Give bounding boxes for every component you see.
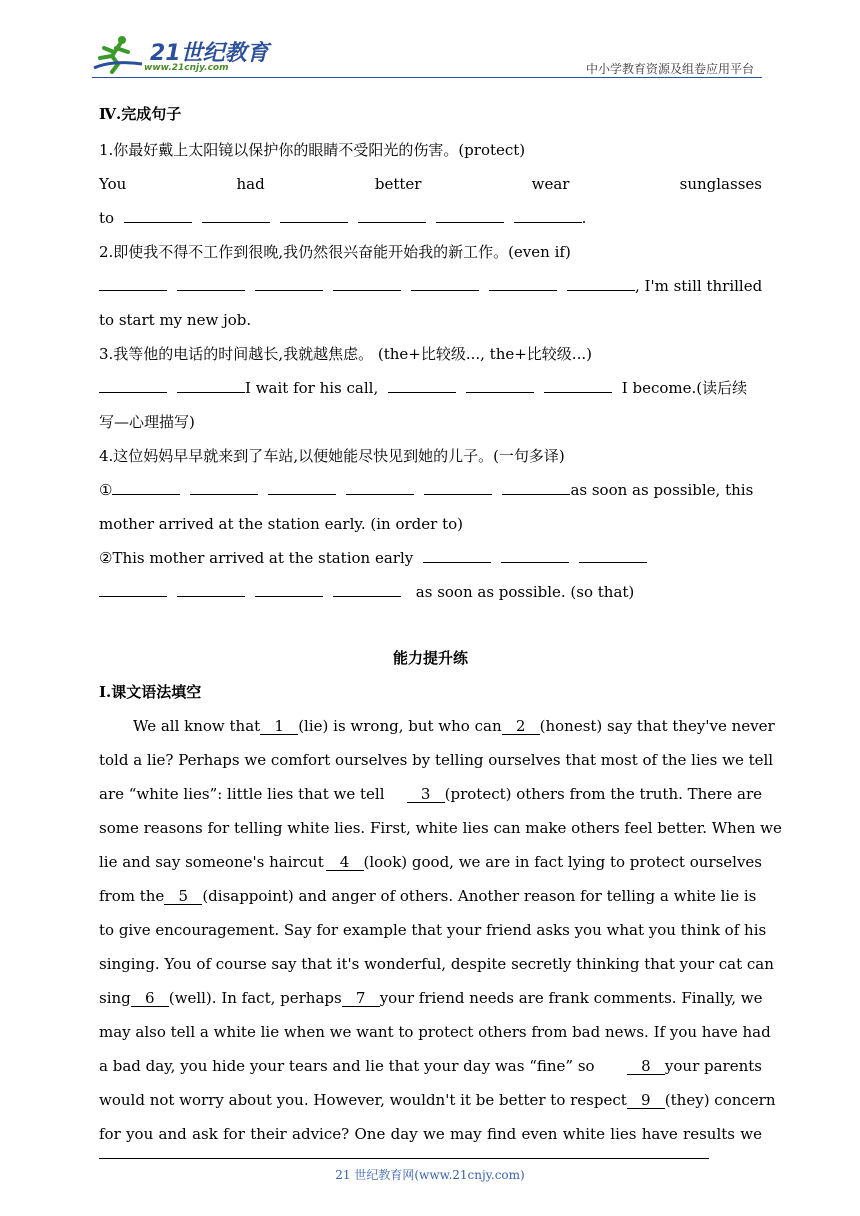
word: sunglasses — [679, 175, 762, 193]
period: . — [581, 209, 587, 227]
circled-number: ① — [99, 481, 113, 499]
answer-blank[interactable] — [358, 208, 426, 223]
question-1-answer-line — [99, 208, 762, 228]
word: wear — [531, 175, 570, 193]
answer-blank[interactable] — [544, 378, 612, 393]
answer-blank[interactable] — [333, 276, 401, 291]
answer-blank[interactable] — [124, 208, 192, 223]
question-4a-line-2: mother arrived at the station early. (in order to) — [99, 515, 463, 533]
passage-line-5: lie and say someone's haircut 4 (look) good, we are in fact lying to protect ourselves — [99, 853, 762, 871]
footer-divider — [99, 1158, 709, 1159]
ability-title: 能力提升练 — [392, 649, 468, 667]
question-2-prompt: 2.即使我不得不工作到很晚,我仍然很兴奋能开始我的新工作。(even if) — [99, 243, 571, 261]
passage-line-4: some reasons for telling white lies. First, white lies can make others feel better. When we — [99, 819, 782, 837]
passage-line-8: singing. You of course say that it's wonderful, despite secretly thinking that your cat can — [99, 955, 774, 973]
sentence-tail: , I'm still thrilled — [635, 277, 763, 295]
footer-text: 21 世纪教育网(www.21cnjy.com) — [335, 1168, 525, 1182]
blank-1[interactable]: 1 — [260, 718, 298, 735]
answer-blank[interactable] — [436, 208, 504, 223]
answer-blank[interactable] — [424, 480, 492, 495]
answer-blank[interactable] — [346, 480, 414, 495]
passage-line-6: from the 5 (disappoint) and anger of others. Another reason for telling a white lie is — [99, 887, 757, 905]
passage-line-1 — [99, 716, 775, 736]
answer-blank[interactable] — [567, 276, 635, 291]
word: better — [374, 175, 422, 193]
grammar-fill-title: Ⅰ.课文语法填空 — [99, 683, 202, 701]
blank-8[interactable]: 8 — [627, 1058, 665, 1075]
passage-line-7: to give encouragement. Say for example that your friend asks you what you think of his — [99, 921, 767, 939]
answer-blank[interactable] — [280, 208, 348, 223]
blank-4[interactable]: 4 — [326, 854, 364, 871]
answer-blank[interactable] — [202, 208, 270, 223]
answer-blank[interactable] — [466, 378, 534, 393]
answer-blank[interactable] — [388, 378, 456, 393]
question-4b-line-2 — [99, 582, 762, 602]
answer-blank[interactable] — [411, 276, 479, 291]
question-4-prompt: 4.这位妈妈早早就来到了车站,以便她能尽快见到她的儿子。(一句多译) — [99, 447, 565, 465]
word: You — [99, 175, 127, 193]
section-title: Ⅳ.完成句子 — [99, 105, 182, 123]
question-2-line-3: to start my new job. — [99, 311, 252, 329]
answer-blank[interactable] — [255, 276, 323, 291]
passage-line-11: a bad day, you hide your tears and lie that your day was “fine” so 8 your parents — [99, 1057, 762, 1075]
answer-blank[interactable] — [177, 582, 245, 597]
passage-line-12: would not worry about you. However, wouldn't it be better to respect 9 (they) concern — [99, 1091, 776, 1109]
passage-line-2: told a lie? Perhaps we comfort ourselves by telling ourselves that most of the lies we tell — [99, 751, 774, 769]
sentence-middle: I wait for his call, — [245, 379, 379, 397]
answer-blank[interactable] — [579, 548, 647, 563]
logo-url: www.21cnjy.com — [144, 63, 229, 73]
blank-3[interactable]: 3 — [407, 786, 445, 803]
passage-line-3: are “white lies”: little lies that we tell 3 (protect) others from the truth. There are — [99, 785, 762, 803]
question-3-answer-line — [99, 378, 762, 398]
word: to — [99, 209, 115, 227]
question-1-words — [99, 174, 762, 194]
question-2-answer-line — [99, 276, 762, 296]
answer-blank[interactable] — [423, 548, 491, 563]
answer-blank[interactable] — [112, 480, 180, 495]
sentence-start: ②This mother arrived at the station early — [99, 549, 414, 567]
sentence-end: I become.(读后续 — [621, 379, 748, 397]
blank-7[interactable]: 7 — [342, 990, 380, 1007]
blank-9[interactable]: 9 — [627, 1092, 665, 1109]
answer-blank[interactable] — [501, 548, 569, 563]
blank-6[interactable]: 6 — [131, 990, 169, 1007]
answer-blank[interactable] — [177, 378, 245, 393]
answer-blank[interactable] — [177, 276, 245, 291]
sentence-end: as soon as possible. (so that) — [415, 583, 635, 601]
answer-blank[interactable] — [99, 582, 167, 597]
question-1-prompt: 1.你最好戴上太阳镜以保护你的眼睛不受阳光的伤害。(protect) — [99, 141, 526, 159]
word: had — [236, 175, 265, 193]
page-header — [92, 32, 762, 80]
passage-line-9: sing 6 (well). In fact, perhaps 7 your friend needs are frank comments. Finally, we — [99, 989, 763, 1007]
passage-line-10: may also tell a white lie when we want to protect others from bad news. If you have had — [99, 1023, 771, 1041]
sentence-end: as soon as possible, this — [570, 481, 754, 499]
blank-5[interactable]: 5 — [164, 888, 202, 905]
answer-blank[interactable] — [99, 276, 167, 291]
logo-text: 21世纪教育 — [150, 41, 269, 66]
runner-logo-icon — [92, 34, 148, 74]
platform-name: 中小学教育资源及组卷应用平台 — [585, 62, 754, 76]
passage-text: We all know that 1 (lie) is wrong, but who can — [133, 717, 502, 735]
blank-2[interactable]: 2 — [502, 718, 540, 735]
passage-text: 2 (honest) say that they've never — [502, 716, 775, 736]
answer-blank[interactable] — [514, 208, 582, 223]
question-3-line-2: 写—心理描写) — [99, 413, 195, 431]
question-4a-answer-line — [99, 480, 762, 500]
passage-line-13: for you and ask for their advice? One day we may find even white lies have results we — [99, 1125, 762, 1143]
answer-blank[interactable] — [502, 480, 570, 495]
logo — [92, 34, 292, 78]
answer-blank[interactable] — [489, 276, 557, 291]
answer-blank[interactable] — [255, 582, 323, 597]
question-4b-answer-line — [99, 548, 762, 568]
answer-blank[interactable] — [99, 378, 167, 393]
question-3-prompt: 3.我等他的电话的时间越长,我就越焦虑。 (the+比较级..., the+比较级...) — [99, 345, 592, 363]
answer-blank[interactable] — [333, 582, 401, 597]
answer-blank[interactable] — [268, 480, 336, 495]
answer-blank[interactable] — [190, 480, 258, 495]
header-divider — [92, 77, 762, 78]
